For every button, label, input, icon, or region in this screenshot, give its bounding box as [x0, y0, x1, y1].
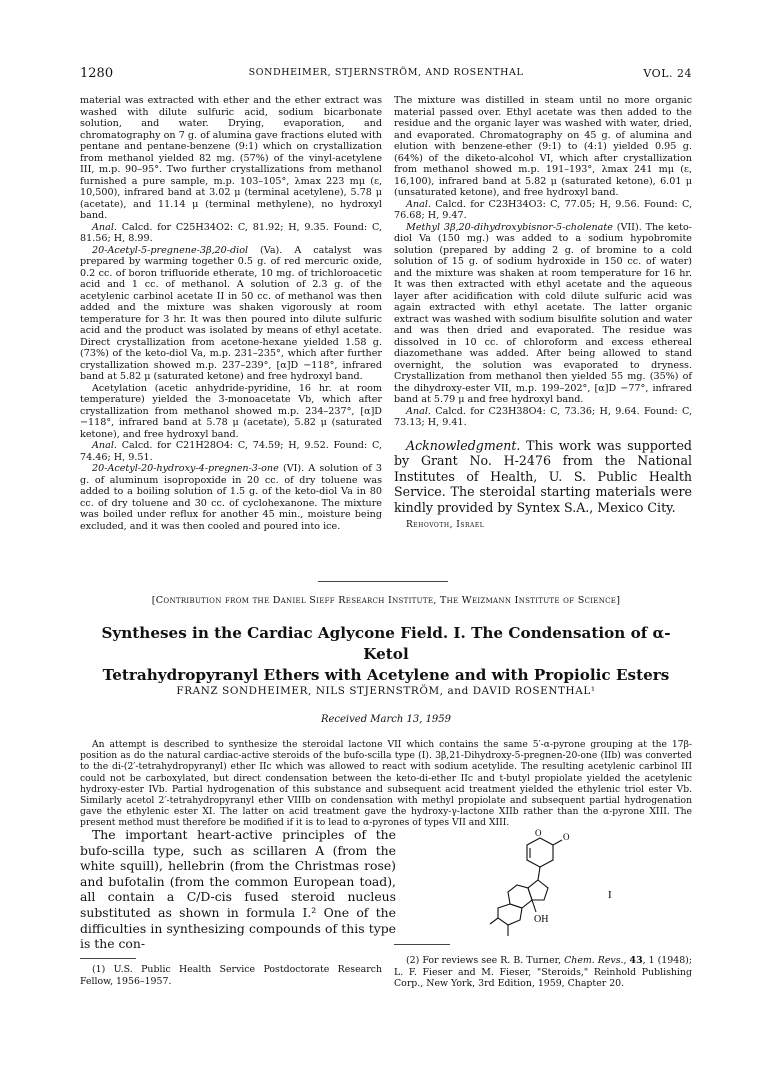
- right-column: [394, 95, 692, 532]
- ring-b: [498, 904, 522, 925]
- ring-a-bond: [490, 918, 498, 924]
- pyrone-ring: [527, 838, 553, 867]
- footnote-text: (2) For reviews see R. B. Turner,: [406, 955, 565, 966]
- paragraph-text: (Va). A catalyst was prepared by warming together 0.5 g. of red mercuric oxide, 0.2 cc. of boron trifluoride etherate, 10 mg. of trichloroacetic acid and 1 cc. of methanol. A solution of 2.3 g. of the acetylenic carbinol acetate II in 50 cc. of methanol was then added and the mixture was shaken vigorously at room temperature for 3 hr. It was then poured into dilute sulfuric acid and the product was isolated by means of ethyl acetate. Direct crystallization from acetone-hexane yielded 1.58 g. (73%) of the keto-diol Va, m.p. 231–235°, which after further crystallization showed m.p. 237–239°, [α]D −118°, infrared band at 5.82 μ (saturated ketone) and free hydroxyl band.: [80, 244, 382, 382]
- page-number: 1280: [80, 66, 114, 81]
- paragraph-text: Calcd. for C21H28O4: C, 74.59; H, 9.52. Found: C, 74.46; H, 9.51.: [80, 440, 382, 463]
- footnote-divider: [394, 944, 450, 945]
- paragraph-heading: Anal.: [92, 221, 117, 233]
- footnote-text: , 1 (1948); L. F. Fieser and M. Fieser, "Steroids," Reinhold Publishing Corp., New York, 3rd Edition, 1959, Chapter 20.: [394, 955, 692, 989]
- footnote-text: ,: [623, 955, 630, 966]
- footnote-1: (1) U.S. Public Health Service Postdoctorate Research Fellow, 1956–1957.: [80, 964, 382, 987]
- hydroxyl-label: OH: [534, 914, 549, 925]
- article-title: [80, 623, 692, 686]
- chemical-structure-diagram: [480, 828, 630, 948]
- journal-volume: 43: [629, 955, 643, 966]
- footnote-2: [394, 955, 692, 990]
- paragraph: [80, 245, 382, 383]
- volume-label: VOL. 24: [643, 67, 692, 80]
- running-title: SONDHEIMER, STJERNSTRÖM, AND ROSENTHAL: [248, 67, 524, 78]
- paragraph: [80, 463, 382, 532]
- paragraph-heading: 20-Acetyl-20-hydroxy-4-pregnen-3-one: [92, 463, 279, 474]
- side-chain-bond: [538, 867, 540, 880]
- paragraph: [394, 199, 692, 222]
- left-column: [80, 95, 382, 532]
- page-header: [80, 66, 692, 82]
- carbonyl-bond: [553, 840, 562, 845]
- contribution-line: [Contribution from the Daniel Sieff Research Institute, The Weizmann Institute of Science]: [151, 595, 621, 606]
- location: Rehovoth, Israel: [406, 520, 485, 530]
- journal-name: Chem. Revs.: [564, 955, 624, 966]
- carbonyl-oxygen: O: [563, 832, 570, 842]
- abstract: An attempt is described to synthesize the steroidal lactone VII which contains the same 5′-α-pyrone grouping at the 17β-position as do the natural cardiac-active steroids of the bufo-scilla type (I). 3β,21-Dihydroxy-5-pregnen-20-one (IIb) was converted to the di-(2′-tetrahydropyranyl) ether IIc which was allowed to react with sodium acetylide. The resulting acetylenic carbinol III could not be carboxylated, but direct condensation between the keto-di-ether IIc and t-butyl propiolate yielded the acetylenic hydroxy-ester IVb. Partial hydrogenation of this substance and subsequent acid treatment yielded the ethylenic triol ester Vb. Similarly acetol 2′-tetrahydropyranyl ether VIIIb on condensation with methyl propiolate and subsequent partial hydrogenation gave the ethylenic ester XI. The latter on acid treatment gave the hydroxy-γ-lactone XIIb rather than the α-pyrone XIII. The present method must therefore be modified if it is to lead to α-pyrones of types VII and XIII.: [80, 739, 692, 829]
- paragraph-text: Calcd. for C23H38O4: C, 73.36; H, 9.64. Found: C, 73.13; H, 9.41.: [394, 405, 692, 428]
- formula-label: I: [608, 889, 612, 901]
- paragraph: material was extracted with ether and the ether extract was washed with dilute sulfuric acid, sodium bicarbonate solution, and water. Drying, evaporation, and chromatography on 7 g. of alumina gave fractions eluted with pentane and pentane-benzene (9:1) which on crystallization from methanol yielded 82 mg. (57%) of the vinyl-acetylene III, m.p. 90–95°. Two further crystallizations from methanol furnished a pure sample, m.p. 103–105°, λmax 223 mμ (ε, 10,500), infrared band at 3.02 μ (terminal acetylene), 5.78 μ (acetate), and 11.14 μ (terminal methylene), no hydroxyl band.: [80, 95, 382, 221]
- paragraph-text: (VII). The keto-diol Va (150 mg.) was added to a sodium hypobromite solution (prepared by adding 2 g. of bromine to a cold solution of 15 g. of sodium hydroxide in 150 cc. of water) and the mixture was shaken at room temperature for 16 hr. It was then extracted with ethyl acetate and the aqueous layer after acidification with cold dilute sulfuric acid was again extracted with ethyl acetate. The latter organic extract was washed with sodium bisulfite solution and water and was then dried and evaporated. The residue was dissolved in 10 cc. of chloroform and excess ethereal diazomethane was added. After being allowed to stand overnight, the solution was evaporated to dryness. Crystallization from methanol then yielded 55 mg. (35%) of the dihydroxy-ester VII, m.p. 199–202°, [α]D −77°, infrared band at 5.79 μ and free hydroxyl band.: [394, 221, 693, 405]
- paragraph-text: Calcd. for C23H34O3: C, 77.05; H, 9.56. Found: C, 76.68; H, 9.47.: [394, 198, 692, 221]
- intro-paragraph: The important heart-active principles of the bufo-scilla type, such as scillaren A (from the white squill), hellebrin (from the Christmas rose) and bufotalin (from the common European toad), all contain a C/D-cis fused steroid nucleus substituted as shown in formula I.² One of the difficulties in synthesizing compounds of this type is the con-: [80, 827, 396, 952]
- acknowledgment-text: This work was supported by Grant No. H-2476 from the National Institutes of Health, U. S. Public Health Service. The steroidal starting materials were kindly provided by Syntex S.A., Mexico City.: [394, 437, 692, 515]
- paragraph: Acetylation (acetic anhydride-pyridine, 16 hr. at room temperature) yielded the 3-monoacetate Vb, which after crystallization from methanol showed m.p. 234–237°, [α]D −118°, infrared band at 5.78 μ (acetate), 5.82 μ (saturated ketone), and free hydroxyl band.: [80, 382, 382, 440]
- paragraph-heading: Anal.: [92, 440, 117, 451]
- footnote-divider: [80, 958, 136, 959]
- acknowledgment-heading: Acknowledgment.: [406, 437, 521, 453]
- received-date: Received March 13, 1959: [320, 714, 452, 725]
- paragraph: [394, 406, 692, 429]
- paragraph-text: (VI). A solution of 3 g. of aluminum isopropoxide in 20 cc. of dry toluene was added to a boiling solution of 1.5 g. of the keto-diol Va in 80 cc. of dry toluene and 30 cc. of cyclohexanone. The mixture was boiled under reflux for another 45 min., moisture being excluded, and it was then cooled and poured into ice.: [80, 463, 382, 532]
- pyrone-oxygen: O: [535, 828, 542, 838]
- paragraph-heading: Anal.: [406, 198, 431, 210]
- hydroxyl-bond: [532, 900, 536, 912]
- paragraph-text: Calcd. for C25H34O2: C, 81.92; H, 9.35. Found: C, 81.56; H, 8.99.: [80, 221, 382, 244]
- title-line: Syntheses in the Cardiac Aglycone Field. I. The Condensation of α-Ketol: [101, 624, 671, 663]
- paragraph-heading: 20-Acetyl-5-pregnene-3β,20-diol: [92, 244, 249, 256]
- paragraph: [80, 222, 382, 245]
- steroid-skeleton: [490, 838, 562, 936]
- acknowledgment: [394, 438, 692, 516]
- paragraph: [394, 222, 692, 406]
- paragraph-heading: Anal.: [406, 405, 431, 417]
- paragraph: [80, 440, 382, 463]
- title-line: Tetrahydropyranyl Ethers with Acetylene and with Propiolic Esters: [102, 666, 670, 684]
- section-divider: [318, 581, 448, 582]
- paragraph-heading: Methyl 3β,20-dihydroxybisnor-5-cholenate: [406, 221, 613, 233]
- author-list: FRANZ SONDHEIMER, NILS STJERNSTRÖM, and DAVID ROSENTHAL¹: [176, 685, 596, 697]
- paragraph: The mixture was distilled in steam until no more organic material passed over. Ethyl acetate was then added to the residue and the organic layer was washed with water, dried, and evaporated. Chromatography on 45 g. of alumina and elution with benzene-ether (9:1) to (4:1) yielded 0.95 g. (64%) of the diketo-alcohol VI, which after crystallization from methanol showed m.p. 191–193°, λmax 241 mμ (ε, 16,100), infrared band at 5.82 μ (saturated ketone), 6.01 μ (unsaturated ketone), and free hydroxyl band.: [394, 95, 692, 198]
